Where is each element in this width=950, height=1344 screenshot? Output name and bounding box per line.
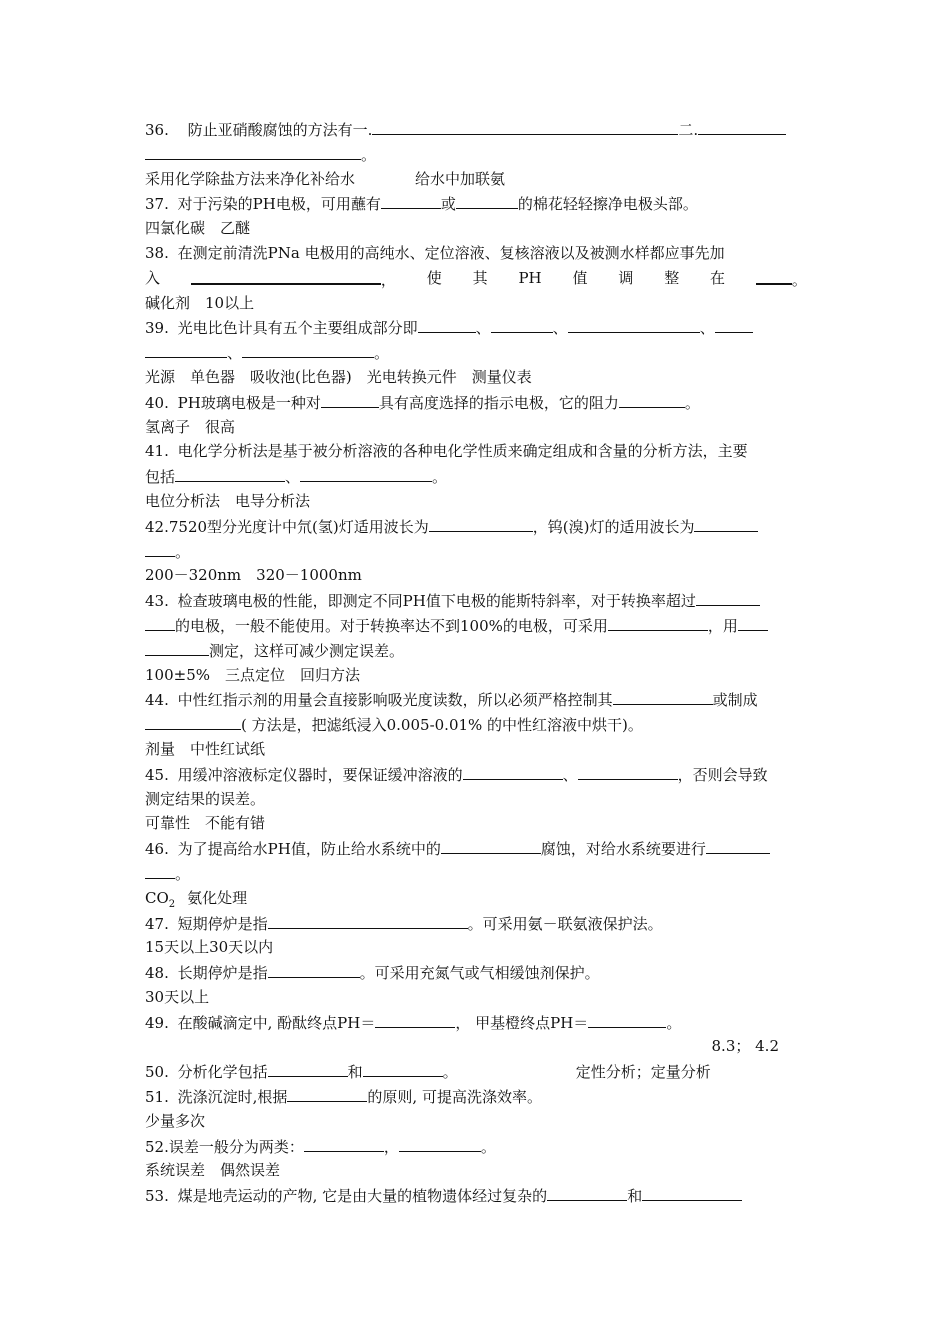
fill-blank	[363, 1059, 443, 1077]
question-42-cont	[145, 539, 807, 564]
question-text: 防止亚硝酸腐蚀的方法有一.	[187, 121, 373, 139]
question-text: 7520型分光度计中氘(氢)灯适用波长为	[168, 517, 429, 536]
question-text: 值	[572, 268, 588, 287]
question-50	[145, 1059, 807, 1084]
answer-40	[145, 415, 807, 440]
question-number: 37.	[145, 195, 169, 214]
question-text: 煤是地壳运动的产物, 它是由大量的植物遗体经过复杂的	[177, 1187, 548, 1206]
question-text: 短期停炉是指	[177, 914, 268, 933]
question-36	[145, 117, 807, 142]
question-text: 二.	[678, 121, 699, 139]
answer-text: CO	[145, 888, 169, 907]
fill-blank	[287, 1084, 367, 1102]
answer-text: 30天以上	[145, 987, 210, 1006]
question-text: 对于污染的PH电极，可用蘸有	[177, 195, 381, 214]
question-36-cont	[145, 142, 807, 167]
question-text: ，	[383, 1137, 399, 1156]
question-38	[145, 241, 807, 266]
question-51	[145, 1084, 807, 1109]
question-text: 、	[699, 319, 715, 338]
question-text: 、	[552, 319, 568, 338]
fill-blank	[268, 1059, 348, 1077]
answer-text: 系统误差 偶然误差	[145, 1161, 281, 1180]
fill-blank	[381, 191, 441, 209]
question-text: ， 甲基橙终点PH＝	[455, 1013, 589, 1032]
question-text: 中性红指示剂的用量会直接影响吸光度读数，所以必须严格控制其	[177, 691, 613, 710]
question-text: 和	[347, 1063, 363, 1082]
fill-blank	[463, 762, 563, 780]
question-45-cont	[145, 787, 807, 812]
answer-43	[145, 663, 807, 688]
answer-text: 8.3； 4.2	[711, 1037, 779, 1056]
question-48	[145, 960, 807, 985]
question-text: 或	[440, 195, 456, 214]
fill-blank	[491, 315, 553, 333]
document-page	[145, 117, 807, 1208]
question-text: 检查玻璃电极的性能，即测定不同PH值下电极的能斯特斜率，对于转换率超过	[177, 592, 696, 611]
answer-49	[145, 1034, 807, 1059]
fill-blank	[399, 1134, 481, 1152]
question-text: 。	[666, 1013, 682, 1032]
fill-blank	[694, 514, 758, 532]
answer-text: 给水中加联氨	[415, 169, 506, 188]
question-41	[145, 439, 807, 464]
question-text: 用缓冲溶液标定仪器时，要保证缓冲溶液的	[177, 765, 463, 784]
question-text: 整	[664, 268, 680, 287]
question-text: 具有高度选择的指示电极，它的阻力	[378, 393, 619, 412]
answer-text: 采用化学除盐方法来净化补给水	[145, 169, 356, 188]
fill-blank	[429, 514, 533, 532]
question-44-cont	[145, 712, 807, 737]
question-text: ，钨(溴)灯的适用波长为	[532, 517, 695, 536]
fill-blank	[145, 638, 209, 656]
question-number: 51.	[145, 1088, 169, 1107]
fill-blank	[588, 1010, 666, 1028]
question-39-cont	[145, 340, 807, 365]
question-text: 在酸碱滴定中, 酚酞终点PH＝	[177, 1013, 376, 1032]
question-text: 使	[426, 268, 442, 287]
question-text: 其	[472, 268, 488, 287]
question-text: ( 方法是，把滤纸浸入0.005-0.01% 的中性红溶液中烘干)。	[241, 716, 643, 735]
question-text: 测定结果的误差。	[145, 789, 266, 808]
question-text: 、	[285, 468, 301, 487]
fill-blank	[145, 861, 175, 879]
question-text: 。	[374, 344, 390, 363]
question-text: 和	[627, 1187, 643, 1206]
question-number: 49.	[145, 1013, 169, 1032]
answer-51	[145, 1109, 807, 1134]
question-49	[145, 1010, 807, 1035]
answer-text: 四氯化碳 乙醚	[145, 219, 251, 238]
question-text: 。	[791, 270, 807, 289]
question-43-cont2	[145, 638, 807, 663]
answer-41	[145, 489, 807, 514]
fill-blank	[145, 613, 175, 631]
fill-blank	[268, 911, 468, 929]
question-text: 。	[361, 145, 377, 164]
answer-text: 氢离子 很高	[145, 417, 236, 436]
fill-blank	[145, 142, 361, 160]
question-text: PH玻璃电极是一种对	[177, 393, 321, 412]
question-number: 43.	[145, 592, 169, 611]
answer-text: 定性分析；定量分析	[575, 1063, 711, 1082]
question-text: 误差一般分为两类：	[168, 1137, 304, 1156]
answer-37	[145, 216, 807, 241]
fill-blank	[242, 340, 374, 358]
question-43	[145, 588, 807, 613]
question-number: 52.	[145, 1137, 169, 1156]
fill-blank	[418, 315, 476, 333]
answer-44	[145, 737, 807, 762]
question-number: 36.	[145, 121, 169, 139]
question-text: 在	[710, 268, 726, 287]
question-number: 38.	[145, 243, 169, 262]
question-text: PH	[518, 268, 542, 287]
fill-blank	[372, 117, 678, 135]
question-37	[145, 191, 807, 216]
question-text: 。	[432, 468, 448, 487]
answer-36	[145, 167, 807, 192]
question-text: 腐蚀，对给水系统要进行	[540, 840, 706, 859]
question-number: 45.	[145, 765, 169, 784]
question-text: 的棉花轻轻擦净电极头部。	[517, 195, 698, 214]
question-number: 39.	[145, 319, 169, 338]
question-44	[145, 687, 807, 712]
question-text: 在测定前清洗PNa 电极用的高纯水、定位溶液、复核溶液以及被测水样都应事先加	[177, 243, 725, 262]
fill-blank	[642, 1183, 742, 1201]
question-42	[145, 514, 807, 539]
question-text: 。可采用氨－联氨液保护法。	[467, 914, 663, 933]
question-text: 分析化学包括	[177, 1063, 268, 1082]
fill-blank	[698, 117, 786, 135]
question-40	[145, 390, 807, 415]
fill-blank	[578, 762, 678, 780]
question-text: 或制成	[712, 691, 758, 710]
fill-blank	[304, 1134, 384, 1152]
question-47	[145, 911, 807, 936]
answer-45	[145, 811, 807, 836]
answer-42	[145, 563, 807, 588]
question-number: 50.	[145, 1063, 169, 1082]
answer-text: 15天以上30天以内	[145, 938, 274, 957]
question-text: 。	[175, 864, 191, 883]
fill-blank	[441, 836, 541, 854]
answer-text: 光源 单色器 吸收池(比色器) 光电转换元件 测量仪表	[145, 367, 532, 386]
fill-blank	[300, 464, 432, 482]
fill-blank	[175, 464, 285, 482]
answer-39	[145, 365, 807, 390]
fill-blank	[145, 340, 227, 358]
question-text: 测定，这样可减少测定误差。	[209, 641, 405, 660]
question-text: 的电极，一般不能使用。对于转换率达不到100%的电极，可采用	[175, 616, 608, 635]
answer-text: 碱化剂 10以上	[145, 293, 255, 312]
question-text: 包括	[145, 468, 176, 487]
answer-48	[145, 985, 807, 1010]
fill-blank	[738, 613, 768, 631]
fill-blank	[191, 266, 381, 285]
fill-blank	[268, 960, 360, 978]
question-text: 入	[145, 268, 161, 287]
question-number: 41.	[145, 442, 169, 461]
question-45	[145, 762, 807, 787]
answer-46	[145, 886, 807, 911]
fill-blank	[145, 712, 241, 730]
fill-blank	[608, 613, 708, 631]
fill-blank	[321, 390, 379, 408]
answer-text: 可靠性 不能有错	[145, 814, 266, 833]
fill-blank	[715, 315, 753, 333]
question-number: 47.	[145, 914, 169, 933]
question-46	[145, 836, 807, 861]
fill-blank	[696, 588, 760, 606]
question-text: ，否则会导致	[677, 765, 768, 784]
answer-38	[145, 291, 807, 316]
answer-subscript: 2	[168, 898, 176, 910]
fill-blank	[375, 1010, 455, 1028]
question-number: 46.	[145, 840, 169, 859]
question-text: ，用	[707, 616, 738, 635]
fill-blank	[613, 687, 713, 705]
question-46-cont	[145, 861, 807, 886]
question-text: 长期停炉是指	[177, 964, 268, 983]
answer-text: 剂量 中性红试纸	[145, 739, 266, 758]
fill-blank	[619, 390, 685, 408]
answer-text: 200－320nm 320－1000nm	[145, 566, 362, 585]
question-number: 42.	[145, 517, 169, 536]
fill-blank	[756, 266, 792, 285]
question-text: 。	[480, 1137, 496, 1156]
question-text: 为了提高给水PH值，防止给水系统中的	[177, 840, 441, 859]
question-text: 。	[442, 1063, 458, 1082]
question-text: 。可采用充氮气或气相缓蚀剂保护。	[359, 964, 600, 983]
answer-52	[145, 1158, 807, 1183]
question-number: 40.	[145, 393, 169, 412]
question-38-cont	[145, 266, 807, 291]
answer-text: 少量多次	[145, 1111, 206, 1130]
question-53	[145, 1183, 807, 1208]
question-number: 44.	[145, 691, 169, 710]
question-text: 的原则, 可提高洗涤效率。	[367, 1088, 542, 1107]
question-number: 48.	[145, 964, 169, 983]
question-text: 。	[684, 393, 700, 412]
fill-blank	[456, 191, 518, 209]
question-43-cont	[145, 613, 807, 638]
question-text: 。	[175, 542, 191, 561]
question-text: 、	[227, 344, 243, 363]
question-41-cont	[145, 464, 807, 489]
question-text: 电化学分析法是基于被分析溶液的各种电化学性质来确定组成和含量的分析方法，主要	[177, 442, 748, 461]
question-text: 调	[618, 268, 634, 287]
question-39	[145, 315, 807, 340]
answer-47	[145, 935, 807, 960]
question-text: 、	[475, 319, 491, 338]
question-text: 、	[562, 765, 578, 784]
answer-text: 氨化处理	[187, 888, 248, 907]
question-text: ，	[380, 270, 396, 289]
question-number: 53.	[145, 1187, 169, 1206]
fill-blank	[568, 315, 700, 333]
answer-text: 电位分析法 电导分析法	[145, 491, 311, 510]
fill-blank	[706, 836, 770, 854]
question-text: 光电比色计具有五个主要组成部分即	[177, 319, 418, 338]
fill-blank	[547, 1183, 627, 1201]
fill-blank	[145, 539, 175, 557]
answer-text: 100±5% 三点定位 回归方法	[145, 665, 360, 684]
question-text: 洗涤沉淀时,根据	[177, 1088, 288, 1107]
question-52	[145, 1134, 807, 1159]
